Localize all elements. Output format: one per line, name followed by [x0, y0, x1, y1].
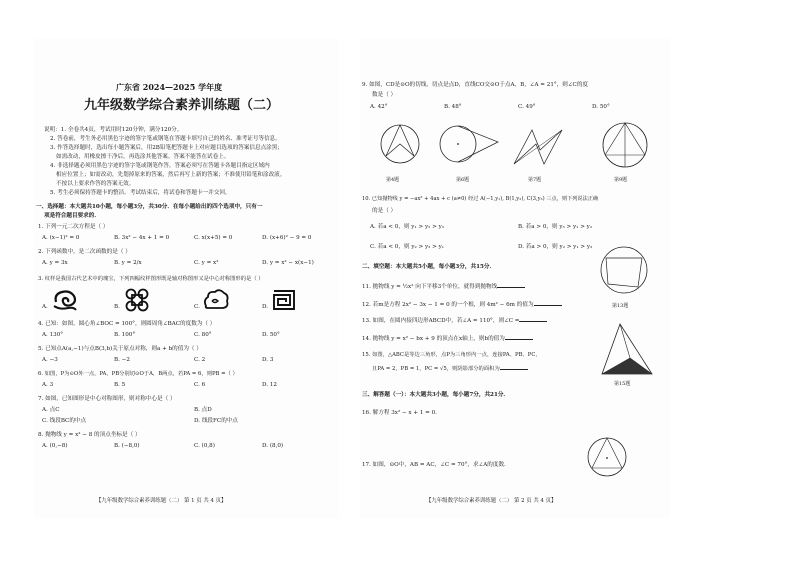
figure-caption: 第15题 [614, 381, 631, 387]
q8-option-a: A. (0,−8) [42, 443, 68, 449]
q1-option-b: B. 3x² − 4x + 1 = 0 [114, 235, 170, 241]
figure-caption: 第7题 [528, 177, 542, 183]
q7-option-d: D. 线段FC的中点 [194, 418, 238, 424]
question-14: 14. 抛物线 y = x² − bx + 9 的顶点在x轴上，则b的值为 [362, 334, 533, 343]
q1-option-c: C. x(x+5) = 0 [194, 235, 233, 241]
instruction-line: 不按以上要求作答的答案无效。 [56, 181, 135, 187]
knot-pattern-icon [124, 287, 150, 313]
q7-option-c: C. 线段BC的中点 [42, 418, 87, 424]
q5-option-d: D. 3 [262, 357, 274, 363]
q9-option-c: C. 49° [518, 104, 536, 110]
q6-option-d: D. 12 [262, 382, 277, 388]
q4-option-d: D. 50° [262, 332, 280, 338]
q6-option-b: B. 5 [114, 382, 126, 388]
question-9-cont: 数是（ ） [372, 92, 397, 98]
instruction-line: 说明：1. 全卷共4页，考试用时120分钟，满分120分。 [44, 127, 183, 133]
q9-option-d: D. 50° [592, 104, 610, 110]
question-10: 10. 已知抛物线 y = −ax² + 4ax + c (a≠0) 经过 A(−1,y₁), B(1,y₂), C(3,y₃) 三点，则下列说法正确 [362, 196, 599, 202]
instruction-line: 如需改动，用橡皮擦干净后，再选涂其他答案。答案不能答在试卷上。 [56, 154, 230, 160]
q8-option-b: B. (−8,0) [114, 443, 140, 449]
instruction-line: 3. 作答选择题时，选出每小题答案后，用2B铅笔把答题卡上对应题目选项的答案信息点涂黑； [50, 145, 283, 151]
question-1: 1. 下列一元二次方程是（ ） [38, 224, 109, 230]
q5-option-c: C. 2 [194, 357, 206, 363]
q9-option-b: B. 48° [444, 104, 462, 110]
figure-q7-shape [510, 124, 566, 170]
question-15-cont: 且PA = 2，PB = 1，PC = √5，则阴影部分的面积为 [372, 364, 528, 373]
section-three-heading: 三、解答题（一）：本大题共3小题，每小题7分，共21分． [362, 392, 510, 398]
q8-option-d: D. (8,0) [262, 443, 284, 449]
cloud-spiral-pattern-icon [52, 288, 78, 312]
q1-option-a: A. (x−1)² = 0 [42, 235, 80, 241]
q2-option-d: D. y = x² − x(x−1) [262, 260, 314, 266]
q3-label-c: C. [194, 304, 200, 310]
question-2: 2. 下列函数中，是二次函数的是（ ） [38, 249, 131, 255]
auspicious-cloud-pattern-icon [202, 288, 230, 312]
question-16: 16. 解方程 3x² − x + 1 = 0． [362, 410, 441, 416]
q2-option-a: A. y = 3x [42, 260, 68, 266]
figure-q9-circle [600, 120, 650, 172]
figure-q4-circle [378, 122, 422, 170]
question-13: 13. 如图，在圆内接四边形ABCD中，若∠A = 110°，则∠C = [362, 316, 547, 325]
q7-option-a: A. 点C [42, 407, 60, 413]
section-one-heading-cont: 项是符合题目要求的． [44, 213, 100, 219]
right-page [360, 38, 670, 518]
question-8: 8. 抛物线 y = x² − 8 的顶点坐标是（ ） [38, 432, 141, 438]
q7-option-b: B. 点D [194, 407, 212, 413]
question-4: 4. 已知：如图，圆心角∠BOC = 100°，则圆周角∠BAC的度数为（ ） [38, 321, 216, 327]
exam-region-year: 广东省 2024—2025 学年度 [116, 82, 223, 92]
q8-option-c: C. (0,8) [194, 443, 215, 449]
figure-caption: 第4题 [386, 177, 400, 183]
figure-caption: 第13题 [612, 303, 629, 309]
question-5: 5. 已知点A(a,−1)与点B(3,b)关于原点对称，则a + b的值为（ ） [38, 346, 202, 352]
question-11: 11. 抛物线 y = ½x² 向下平移3个单位，就得到抛物线 [362, 282, 525, 291]
q1-option-d: D. (x+6)² − 9 = 0 [262, 235, 312, 241]
q10-option-d: D. 若a > 0，则 y₂ > y₁ > y₃ [518, 244, 593, 250]
instruction-line: 2. 答卷前，考生务必用黑色字迹的签字笔或钢笔在答题卡填写自己的姓名、准考证号等信息。 [50, 136, 281, 142]
q4-option-c: C. 80° [194, 332, 212, 338]
figure-q15-triangle [600, 322, 654, 378]
page-footer: 【九年级数学综合素养训练题（二） 第 1 页 共 4 页】 [96, 498, 227, 504]
q10-option-a: A. 若a < 0，则 y₁ > y₂ > y₃ [370, 224, 444, 230]
q3-label-a: A. [42, 304, 48, 310]
q5-option-a: A. −3 [42, 357, 58, 363]
instruction-line: 4. 非选择题必须用黑色字迹的签字笔或钢笔作答，答案必须写在答题卡各题目指定区域内 [50, 163, 270, 169]
q4-option-b: B. 100° [114, 332, 136, 338]
q3-label-b: B. [114, 304, 120, 310]
figure-q17-circle [586, 436, 628, 478]
question-6: 6. 如图，P为⊙O外一点，PA，PB分别切⊙O于A，B两点，若PA = 6，则PB =（ ） [38, 371, 238, 377]
question-7: 7. 如图，已知图形是中心对称图形，则对称中心是（ ） [38, 396, 176, 402]
q6-option-c: C. 6 [194, 382, 206, 388]
instruction-line: 相应位置上；如需改动，先划掉原来的答案，然后再写上新的答案；不准使用铅笔和涂改液。 [56, 172, 286, 178]
left-page [34, 38, 339, 518]
page-footer: 【九年级数学综合素养训练题（二） 第 2 页 共 4 页】 [426, 498, 557, 504]
question-10-cont: 的是（ ） [372, 208, 397, 214]
figure-q6-tangents [438, 122, 502, 170]
section-two-heading: 二、填空题：本大题共5小题，每小题3分，共15分． [362, 264, 496, 270]
question-12: 12. 若m是方程 2x² − 3x − 1 = 0 的一个根，则 4m² − 6m 的值为 [362, 300, 562, 309]
exam-title: 九年级数学综合素养训练题（二） [84, 98, 280, 113]
question-15: 15. 如图，△ABC是等边三角形，点P为三角形内一点，连接PA、PB、PC， [362, 352, 541, 358]
instruction-line: 5. 考生必须保持答题卡的整洁。考试结束后，将试卷和答题卡一并交回。 [50, 190, 231, 196]
figure-q13-inscribed-quad [598, 244, 650, 296]
q5-option-b: B. −2 [114, 357, 130, 363]
q2-option-c: C. y = x² [194, 260, 219, 266]
q2-option-b: B. y = 2/x [114, 260, 142, 266]
figure-caption: 第6题 [456, 177, 470, 183]
q6-option-a: A. 3 [42, 382, 54, 388]
figure-caption: 第9题 [614, 177, 628, 183]
question-9: 9. 如图，CD是⊙O的切线，切点是点D，直线CO交⊙O于点A、B，∠A = 21°，则∠C的度 [362, 82, 589, 88]
q4-option-a: A. 130° [42, 332, 64, 338]
q9-option-a: A. 42° [370, 104, 388, 110]
q10-option-b: B. 若a > 0，则 y₃ > y₁ > y₂ [518, 224, 593, 230]
question-17: 17. 如图，⊙O中，AB = AC，∠C = 70°，求∠A的度数． [362, 462, 510, 468]
q10-option-c: C. 若a < 0，则 y₂ > y₃ > y₁ [370, 244, 445, 250]
question-3: 3. 纹样是我国古代艺术中的瑰宝，下列四幅纹样图形既是轴对称图形又是中心对称图形的是（ ） [38, 276, 264, 282]
q3-label-d: D. [262, 304, 269, 310]
section-one-heading: 一、选择题：本大题共10小题，每小题3分，共30分．在每小题给出的四个选项中，只有一 [36, 204, 263, 210]
fret-pattern-icon [272, 289, 296, 311]
